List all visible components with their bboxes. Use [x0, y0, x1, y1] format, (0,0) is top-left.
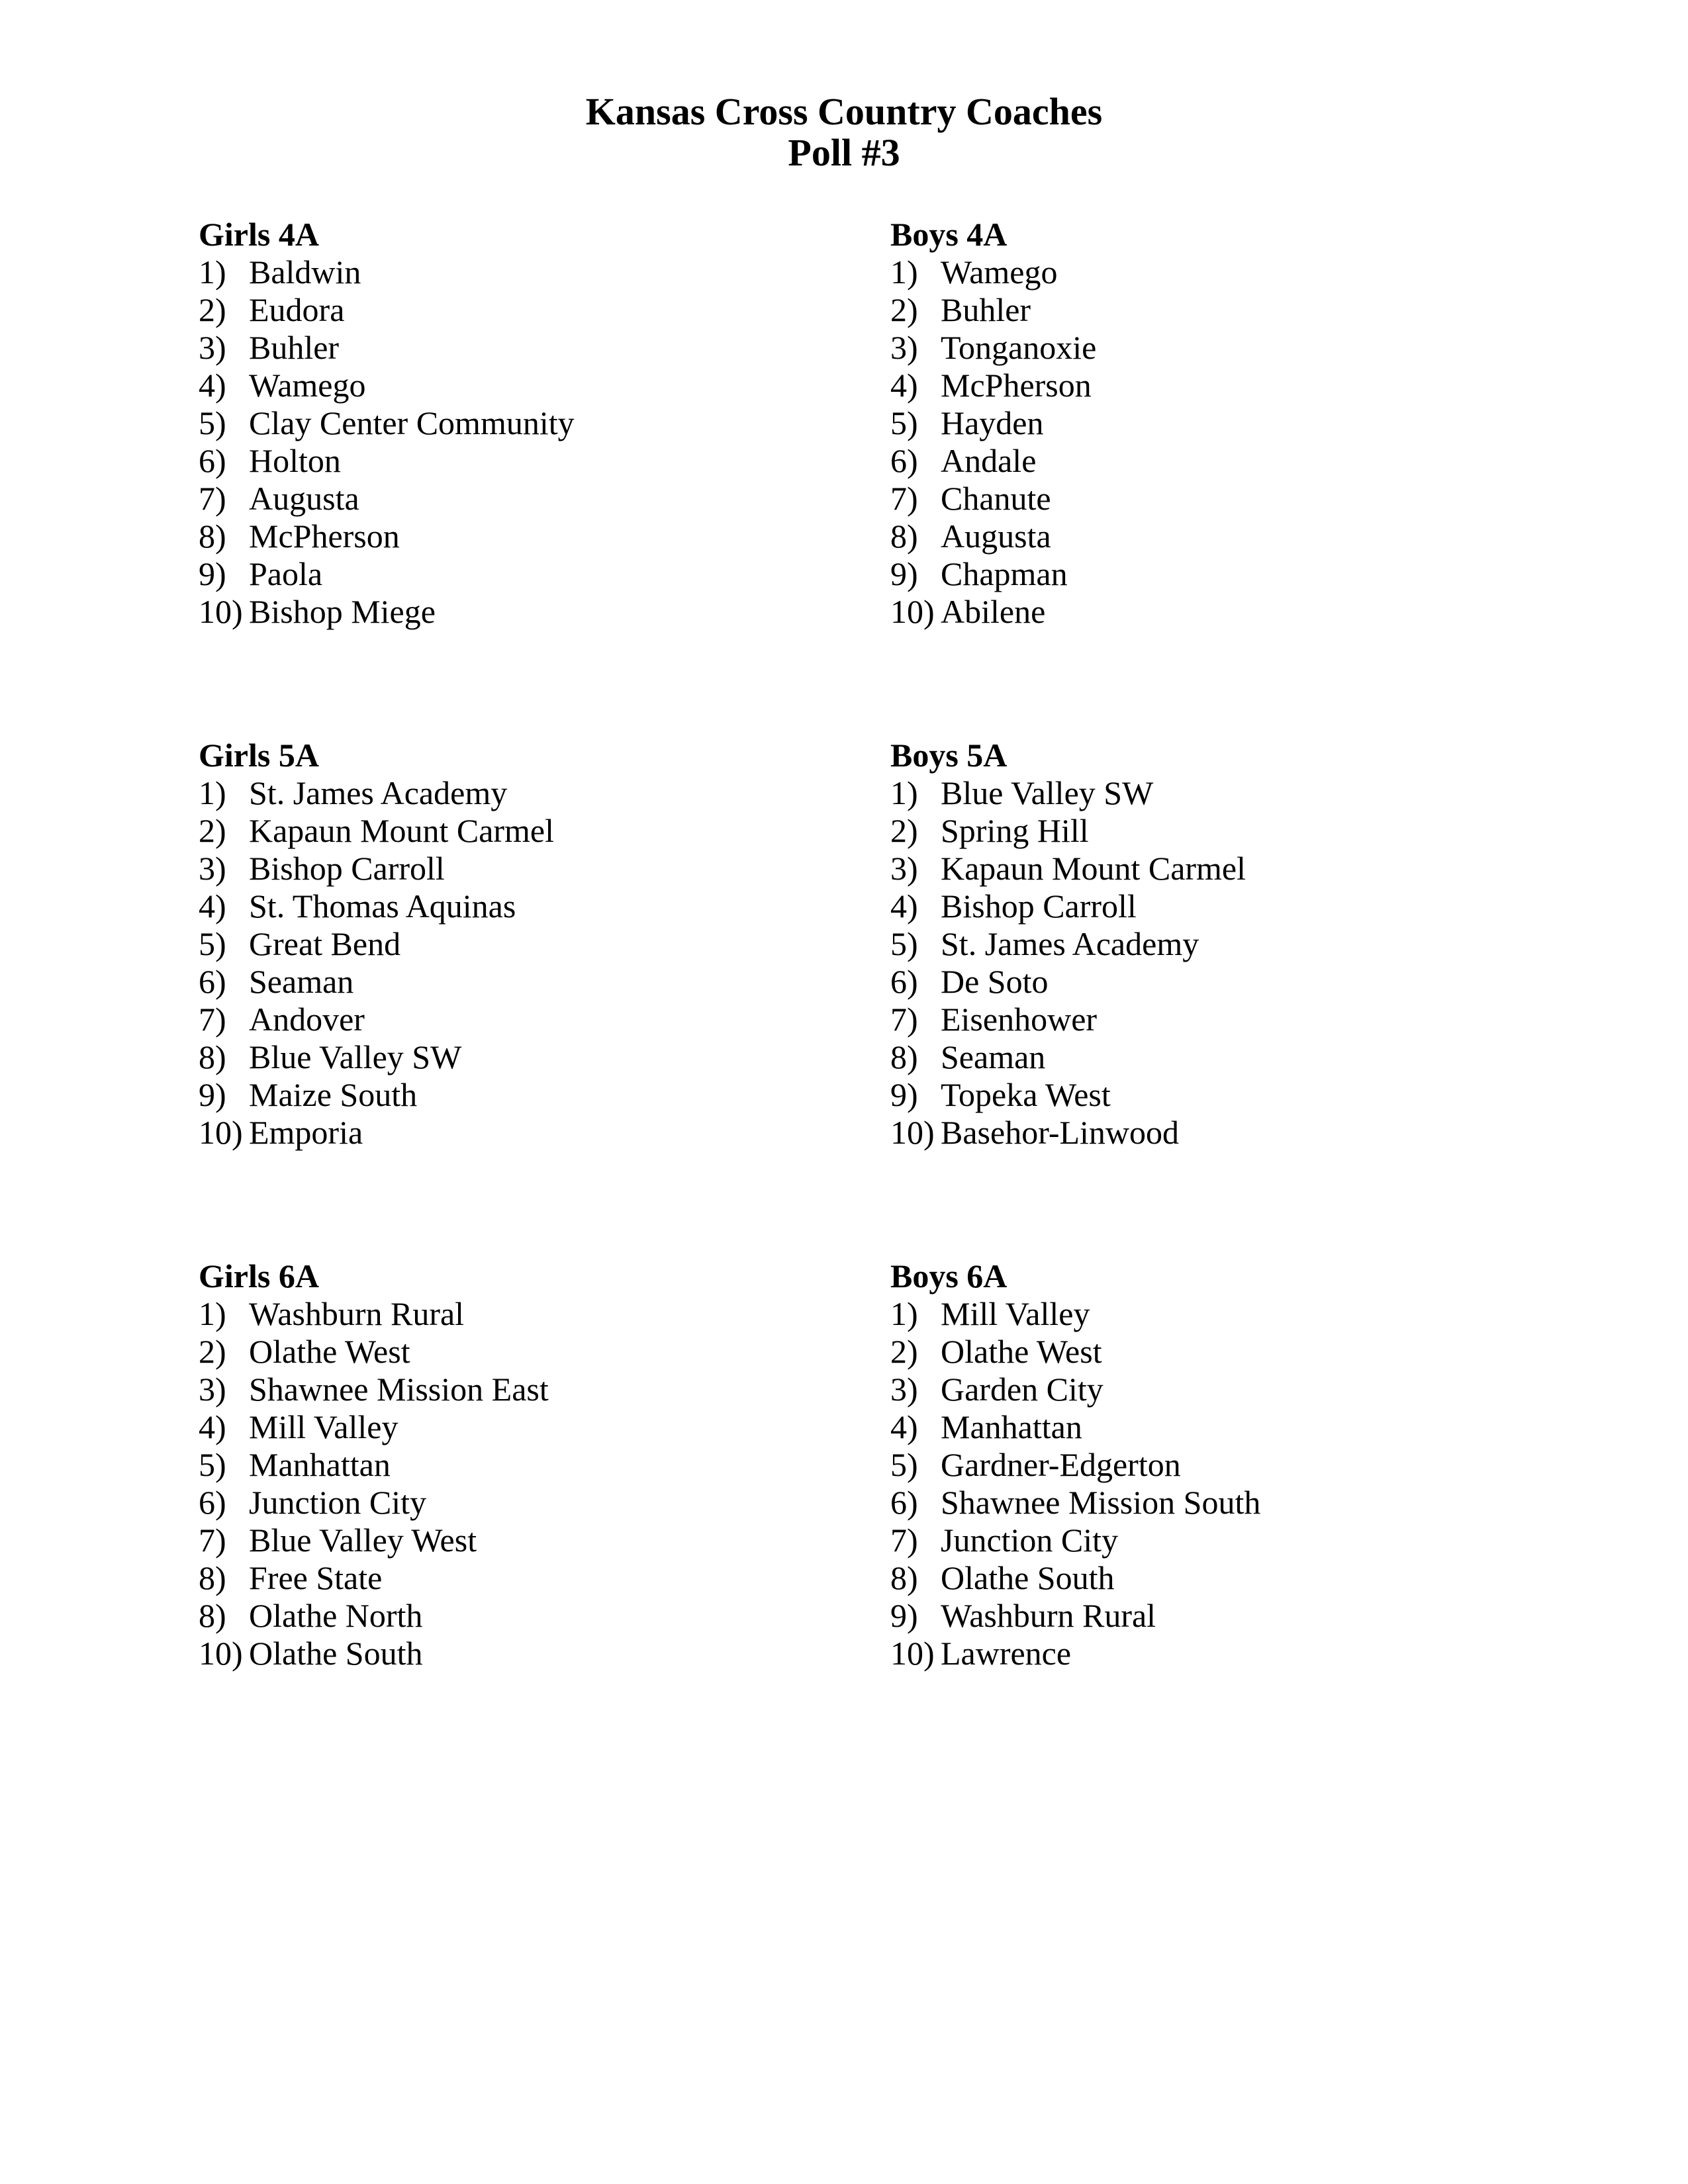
team-name: Junction City	[941, 1522, 1119, 1559]
rank-number: 5)	[199, 1446, 226, 1483]
rank-number: 5)	[199, 925, 226, 962]
ranking-item	[890, 1484, 1489, 1522]
rank-number: 8)	[890, 518, 918, 555]
ranking-item	[199, 1484, 890, 1522]
ranking-item	[890, 774, 1489, 812]
rank-number: 3)	[199, 329, 226, 366]
rank-number: 9)	[890, 555, 918, 592]
rank-number: 1)	[890, 1295, 918, 1332]
ranking-item	[890, 1408, 1489, 1446]
rank-number: 6)	[199, 963, 226, 1000]
team-name: Blue Valley SW	[249, 1038, 462, 1075]
rank-number: 8)	[199, 1559, 226, 1596]
ranking-item	[890, 1038, 1489, 1076]
team-name: Emporia	[249, 1114, 363, 1151]
team-name: Andover	[249, 1001, 365, 1038]
rank-number: 4)	[890, 887, 918, 925]
team-name: Basehor-Linwood	[941, 1114, 1180, 1151]
team-name: Eudora	[249, 291, 345, 328]
rank-number: 2)	[199, 812, 226, 849]
ranking-item	[890, 329, 1489, 367]
ranking-item	[890, 850, 1489, 887]
section-heading: Girls 6A	[199, 1257, 319, 1295]
rank-number: 3)	[890, 329, 918, 366]
team-name: Mill Valley	[249, 1408, 399, 1445]
team-name: Seaman	[941, 1038, 1046, 1075]
team-name: Hayden	[941, 404, 1044, 441]
section-heading: Boys 4A	[890, 216, 1008, 253]
rank-number: 9)	[199, 1076, 226, 1113]
ranking-item	[199, 1371, 890, 1408]
ranking-item	[199, 1038, 890, 1076]
rank-number: 6)	[890, 963, 918, 1000]
ranking-item	[890, 1001, 1489, 1038]
rank-number: 1)	[199, 253, 226, 291]
ranking-item	[199, 593, 890, 631]
team-name: Olathe West	[941, 1333, 1102, 1370]
rank-number: 7)	[890, 480, 918, 517]
team-name: Blue Valley SW	[941, 774, 1154, 811]
ranking-list	[890, 774, 1489, 1152]
rank-number: 10)	[199, 1114, 243, 1151]
team-name: Augusta	[941, 518, 1051, 555]
rank-number: 10)	[199, 593, 243, 630]
team-name: Clay Center Community	[249, 404, 575, 441]
rank-number: 2)	[890, 812, 918, 849]
rank-number: 8)	[199, 1038, 226, 1075]
rank-number: 2)	[890, 291, 918, 328]
rank-number: 8)	[890, 1038, 918, 1075]
ranking-item	[890, 1295, 1489, 1333]
rank-number: 5)	[890, 404, 918, 441]
ranking-item	[890, 1635, 1489, 1672]
ranking-list	[199, 1295, 890, 1672]
ranking-item	[199, 1408, 890, 1446]
rank-number: 10)	[890, 1635, 935, 1672]
document-title-block	[199, 91, 1489, 173]
rank-number: 4)	[199, 367, 226, 404]
ranking-item	[890, 925, 1489, 963]
section-heading: Girls 5A	[199, 737, 319, 774]
ranking-item	[890, 1371, 1489, 1408]
ranking-item	[199, 1295, 890, 1333]
rank-number: 2)	[199, 1333, 226, 1370]
rank-number: 2)	[890, 1333, 918, 1370]
rank-number: 5)	[890, 1446, 918, 1483]
ranking-item	[199, 291, 890, 329]
rank-number: 1)	[199, 1295, 226, 1332]
team-name: Augusta	[249, 480, 359, 517]
rank-number: 1)	[199, 774, 226, 811]
team-name: Olathe North	[249, 1597, 423, 1634]
ranking-item	[199, 480, 890, 518]
team-name: Buhler	[941, 291, 1031, 328]
team-name: Chanute	[941, 480, 1051, 517]
rank-number: 6)	[199, 442, 226, 479]
rank-number: 4)	[890, 1408, 918, 1445]
ranking-item	[890, 593, 1489, 631]
team-name: Spring Hill	[941, 812, 1089, 849]
ranking-item	[890, 1522, 1489, 1559]
rank-number: 10)	[199, 1635, 243, 1672]
rank-number: 3)	[199, 1371, 226, 1408]
section-boys-5a	[890, 737, 1489, 1152]
ranking-item	[199, 367, 890, 404]
ranking-item	[890, 253, 1489, 291]
poll-title: Kansas Cross Country Coaches	[585, 90, 1103, 133]
ranking-item	[890, 1597, 1489, 1635]
team-name: Topeka West	[941, 1076, 1111, 1113]
team-name: Abilene	[941, 593, 1046, 630]
rank-number: 1)	[890, 253, 918, 291]
rank-number: 10)	[890, 1114, 935, 1151]
section-heading: Boys 5A	[890, 737, 1008, 774]
team-name: De Soto	[941, 963, 1049, 1000]
section-girls-5a	[199, 737, 890, 1152]
rank-number: 9)	[890, 1076, 918, 1113]
team-name: Bishop Carroll	[941, 887, 1137, 925]
rank-number: 5)	[199, 404, 226, 441]
rank-number: 7)	[199, 480, 226, 517]
team-name: Washburn Rural	[249, 1295, 465, 1332]
rank-number: 7)	[199, 1522, 226, 1559]
team-name: Junction City	[249, 1484, 427, 1521]
poll-subtitle: Poll #3	[788, 131, 900, 174]
team-name: Shawnee Mission East	[249, 1371, 549, 1408]
ranking-item	[890, 963, 1489, 1001]
team-name: Andale	[941, 442, 1037, 479]
ranking-item	[890, 404, 1489, 442]
section-girls-6a	[199, 1257, 890, 1672]
ranking-item	[199, 1597, 890, 1635]
section-boys-4a	[890, 216, 1489, 631]
team-name: Paola	[249, 555, 323, 592]
team-name: Bishop Carroll	[249, 850, 445, 887]
rank-number: 3)	[890, 850, 918, 887]
ranking-item	[199, 850, 890, 887]
ranking-item	[199, 1522, 890, 1559]
ranking-item	[890, 555, 1489, 593]
ranking-item	[199, 555, 890, 593]
team-name: Olathe West	[249, 1333, 410, 1370]
team-name: Manhattan	[941, 1408, 1082, 1445]
team-name: Wamego	[249, 367, 366, 404]
rank-number: 9)	[199, 555, 226, 592]
section-heading: Boys 6A	[890, 1257, 1008, 1295]
ranking-item	[199, 1076, 890, 1114]
rank-number: 7)	[890, 1001, 918, 1038]
team-name: McPherson	[249, 518, 400, 555]
rank-number: 1)	[890, 774, 918, 811]
rank-number: 8)	[199, 1597, 226, 1634]
team-name: Lawrence	[941, 1635, 1072, 1672]
ranking-item	[199, 1635, 890, 1672]
ranking-item	[199, 329, 890, 367]
ranking-list	[890, 1295, 1489, 1672]
rank-number: 2)	[199, 291, 226, 328]
ranking-item	[890, 1559, 1489, 1597]
ranking-item	[199, 887, 890, 925]
ranking-item	[890, 442, 1489, 480]
team-name: St. James Academy	[249, 774, 508, 811]
ranking-item	[199, 774, 890, 812]
poll-sections-grid	[199, 216, 1489, 1672]
ranking-item	[199, 812, 890, 850]
ranking-item	[890, 1114, 1489, 1152]
ranking-list	[199, 253, 890, 631]
ranking-item	[199, 1333, 890, 1371]
team-name: Bishop Miege	[249, 593, 436, 630]
team-name: Washburn Rural	[941, 1597, 1156, 1634]
team-name: Shawnee Mission South	[941, 1484, 1261, 1521]
team-name: Olathe South	[249, 1635, 423, 1672]
rank-number: 5)	[890, 925, 918, 962]
team-name: Blue Valley West	[249, 1522, 477, 1559]
ranking-item	[890, 367, 1489, 404]
team-name: Maize South	[249, 1076, 418, 1113]
section-girls-4a	[199, 216, 890, 631]
team-name: St. James Academy	[941, 925, 1199, 962]
rank-number: 7)	[890, 1522, 918, 1559]
rank-number: 3)	[890, 1371, 918, 1408]
section-boys-6a	[890, 1257, 1489, 1672]
team-name: Buhler	[249, 329, 340, 366]
rank-number: 9)	[890, 1597, 918, 1634]
section-heading: Girls 4A	[199, 216, 319, 253]
ranking-item	[199, 1001, 890, 1038]
rank-number: 4)	[199, 887, 226, 925]
rank-number: 8)	[890, 1559, 918, 1596]
team-name: Wamego	[941, 253, 1058, 291]
team-name: Great Bend	[249, 925, 401, 962]
team-name: Chapman	[941, 555, 1068, 592]
team-name: Kapaun Mount Carmel	[249, 812, 555, 849]
ranking-item	[890, 1333, 1489, 1371]
team-name: Tonganoxie	[941, 329, 1097, 366]
rank-number: 10)	[890, 593, 935, 630]
team-name: Free State	[249, 1559, 383, 1596]
team-name: St. Thomas Aquinas	[249, 887, 516, 925]
ranking-item	[890, 887, 1489, 925]
ranking-item	[199, 404, 890, 442]
team-name: Manhattan	[249, 1446, 391, 1483]
team-name: Holton	[249, 442, 341, 479]
rank-number: 6)	[199, 1484, 226, 1521]
ranking-item	[890, 480, 1489, 518]
rank-number: 6)	[890, 1484, 918, 1521]
team-name: Gardner-Edgerton	[941, 1446, 1181, 1483]
ranking-item	[890, 812, 1489, 850]
rank-number: 4)	[890, 367, 918, 404]
ranking-list	[199, 774, 890, 1152]
team-name: Olathe South	[941, 1559, 1115, 1596]
ranking-item	[890, 1446, 1489, 1484]
ranking-item	[199, 1446, 890, 1484]
rank-number: 3)	[199, 850, 226, 887]
team-name: Eisenhower	[941, 1001, 1098, 1038]
team-name: Seaman	[249, 963, 354, 1000]
rank-number: 7)	[199, 1001, 226, 1038]
team-name: McPherson	[941, 367, 1092, 404]
rank-number: 6)	[890, 442, 918, 479]
ranking-item	[199, 253, 890, 291]
ranking-item	[199, 925, 890, 963]
ranking-item	[890, 1076, 1489, 1114]
ranking-item	[199, 442, 890, 480]
team-name: Mill Valley	[941, 1295, 1090, 1332]
ranking-item	[199, 1559, 890, 1597]
team-name: Garden City	[941, 1371, 1103, 1408]
ranking-item	[890, 518, 1489, 555]
team-name: Baldwin	[249, 253, 361, 291]
team-name: Kapaun Mount Carmel	[941, 850, 1246, 887]
rank-number: 8)	[199, 518, 226, 555]
ranking-item	[199, 963, 890, 1001]
ranking-item	[890, 291, 1489, 329]
ranking-item	[199, 518, 890, 555]
ranking-item	[199, 1114, 890, 1152]
ranking-list	[890, 253, 1489, 631]
rank-number: 4)	[199, 1408, 226, 1445]
